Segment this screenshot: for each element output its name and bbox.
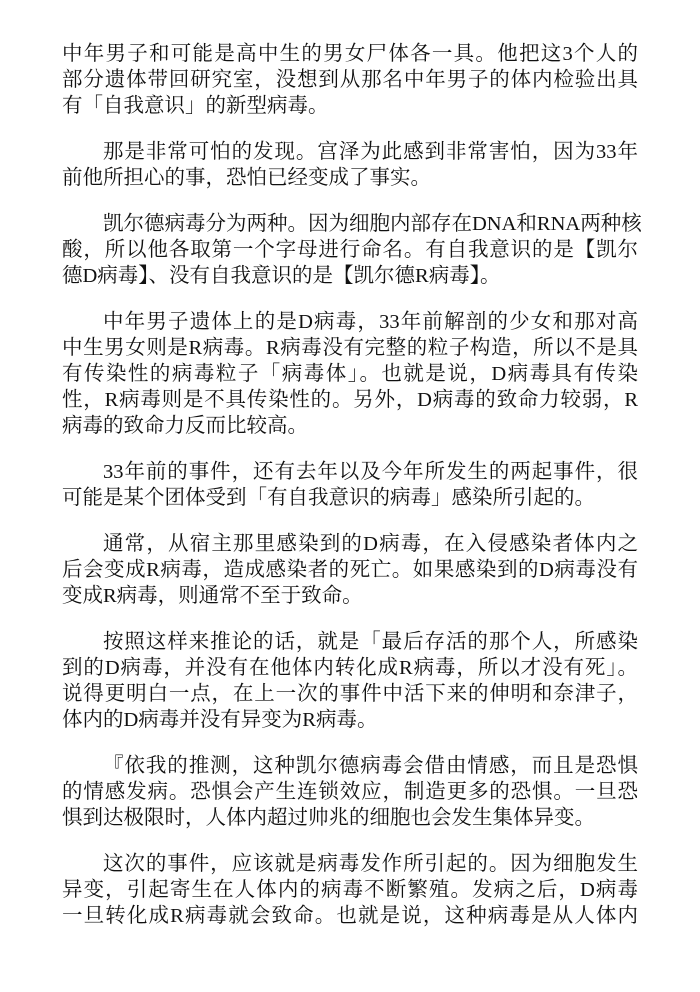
paragraph-4	[62, 309, 638, 439]
text-line: 德D病毒】、没有自我意识的是【凯尔德R病毒】。	[62, 265, 501, 287]
text-line: 中年男子遗体上的是D病毒，33年前解剖的少女和那对高	[103, 311, 638, 333]
text-line: 这次的事件，应该就是病毒发作所引起的。因为细胞发生	[103, 853, 638, 875]
paragraph-6	[62, 531, 638, 609]
text-line: 后会变成R病毒，造成感染者的死亡。如果感染到的D病毒没有	[62, 559, 638, 581]
page-body	[62, 41, 642, 929]
text-line: 部分遗体带回研究室，没想到从那名中年男子的体内检验出具	[62, 69, 638, 91]
paragraph-1	[62, 41, 638, 119]
paragraph-2	[62, 139, 638, 191]
text-line: 凯尔德病毒分为两种。因为细胞内部存在DNA和RNA两种核	[103, 213, 642, 235]
paragraph-3	[62, 211, 642, 289]
text-line: 『依我的推测，这种凯尔德病毒会借由情感，而且是恐惧	[103, 755, 638, 777]
text-line: 病毒的致命力反而比较高。	[62, 415, 308, 437]
paragraph-9	[62, 851, 638, 929]
text-line: 到的D病毒，并没有在他体内转化成R病毒，所以才没有死」。	[62, 657, 638, 679]
text-line: 按照这样来推论的话，就是「最后存活的那个人，所感染	[103, 631, 638, 653]
text-line: 一旦转化成R病毒就会致命。也就是说，这种病毒是从人体内	[62, 905, 638, 927]
text-line: 的情感发病。恐惧会产生连锁效应，制造更多的恐惧。一旦恐	[62, 781, 638, 803]
text-line: 酸，所以他各取第一个字母进行命名。有自我意识的是【凯尔	[62, 239, 638, 261]
text-line: 可能是某个团体受到「有自我意识的病毒」感染所引起的。	[62, 487, 595, 509]
text-line: 通常，从宿主那里感染到的D病毒，在入侵感染者体内之	[103, 533, 638, 555]
text-line: 体内的D病毒并没有异变为R病毒。	[62, 709, 378, 731]
text-line: 33年前的事件，还有去年以及今年所发生的两起事件，很	[103, 461, 638, 483]
text-line: 性，R病毒则是不具传染性的。另外，D病毒的致命力较弱，R	[62, 389, 638, 411]
text-line: 那是非常可怕的发现。宫泽为此感到非常害怕，因为33年	[103, 141, 638, 163]
text-line: 有「自我意识」的新型病毒。	[62, 95, 329, 117]
paragraph-5	[62, 459, 638, 511]
text-line: 中年男子和可能是高中生的男女尸体各一具。他把这3个人的	[62, 43, 638, 65]
text-line: 中生男女则是R病毒。R病毒没有完整的粒子构造，所以不是具	[62, 337, 638, 359]
text-line: 前他所担心的事，恐怕已经变成了事实。	[62, 167, 431, 189]
text-line: 有传染性的病毒粒子「病毒体」。也就是说，D病毒具有传染	[62, 363, 638, 385]
paragraph-8	[62, 753, 638, 831]
text-line: 变成R病毒，则通常不至于致命。	[62, 585, 363, 607]
text-line: 惧到达极限时，人体内超过帅兆的细胞也会发生集体异变。	[62, 807, 595, 829]
text-line: 说得更明白一点，在上一次的事件中活下来的伸明和奈津子，	[62, 683, 638, 705]
text-line: 异变，引起寄生在人体内的病毒不断繁殖。发病之后，D病毒	[62, 879, 638, 901]
paragraph-7	[62, 629, 638, 733]
